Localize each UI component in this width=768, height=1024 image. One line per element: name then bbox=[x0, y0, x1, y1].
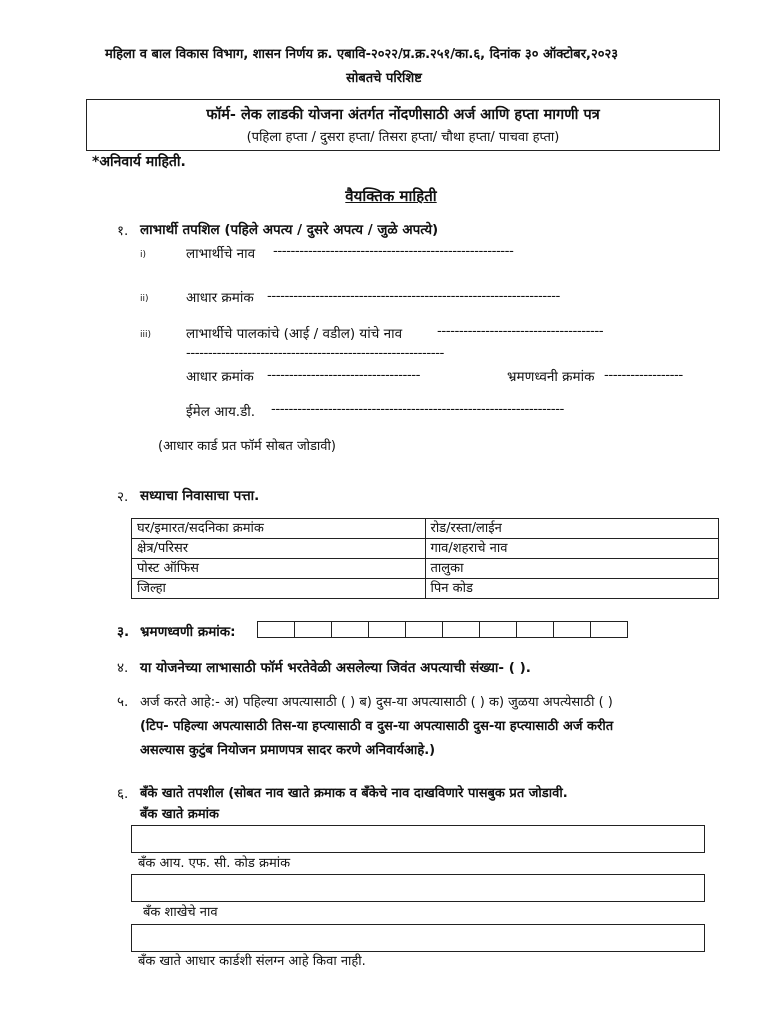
address-table bbox=[131, 518, 719, 599]
parent-aadhar-field[interactable]: ----------------------------------- bbox=[267, 367, 420, 383]
digit-box[interactable] bbox=[405, 621, 443, 638]
beneficiary-name-field[interactable]: ------------------------------------------------------- bbox=[273, 243, 514, 259]
aadhar-label: आधार क्रमांक bbox=[186, 290, 254, 306]
mobile-field[interactable]: ------------------ bbox=[604, 367, 683, 383]
post-office-cell[interactable]: पोस्ट ऑफिस bbox=[132, 559, 426, 579]
digit-box[interactable] bbox=[257, 621, 295, 638]
digit-box[interactable] bbox=[368, 621, 406, 638]
s2-title: सध्याचा निवासाचा पत्ता. bbox=[140, 488, 260, 504]
s6-number: ६. bbox=[117, 786, 129, 802]
digit-box[interactable] bbox=[553, 621, 591, 638]
s5-label: अर्ज करते आहे:- अ) पहिल्या अपत्यासाठी ( ) ब) दुस-या अपत्यासाठी ( ) क) जुळया अपत्येसाठी ( ) bbox=[140, 695, 613, 710]
account-number-label: बँक खाते क्रमांक bbox=[140, 807, 219, 822]
form-title-box bbox=[86, 99, 720, 151]
parent-aadhar-label: आधार क्रमांक bbox=[186, 369, 254, 385]
account-number-input[interactable] bbox=[131, 825, 705, 853]
branch-input[interactable] bbox=[131, 924, 705, 952]
s5-note-line-2: असल्यास कुटुंब नियोजन प्रमाणपत्र सादर करणे अनिवार्यआहे.) bbox=[140, 743, 436, 758]
road-cell[interactable]: रोड/रस्ता/लाईन bbox=[425, 519, 719, 539]
s2-number: २. bbox=[117, 489, 129, 505]
digit-box[interactable] bbox=[331, 621, 369, 638]
header-line-1: महिला व बाल विकास विभाग, शासन निर्णय क्र. एबावि-२०२२/प्र.क्र.२५१/का.६, दिनांक ३० ऑक्टोबर,२०२३ bbox=[105, 47, 618, 62]
digit-box[interactable] bbox=[590, 621, 628, 638]
digit-box[interactable] bbox=[516, 621, 554, 638]
aadhar-link-label: बँक खाते आधार कार्डशी संलग्न आहे किवा नाही. bbox=[138, 954, 366, 969]
ifsc-input[interactable] bbox=[131, 874, 705, 902]
s5-note-line-1: (टिप- पहिल्या अपत्यासाठी तिस-या हप्त्यासाठी व दुस-या अपत्यासाठी दुस-या हप्त्यासाठी अर्ज करीत bbox=[140, 719, 614, 734]
email-field[interactable]: ------------------------------------------------------------------- bbox=[271, 401, 564, 417]
s1-i-number: i) bbox=[140, 250, 147, 260]
parent-name-field-2[interactable]: ----------------------------------------------------------- bbox=[186, 345, 444, 361]
email-label: ईमेल आय.डी. bbox=[186, 404, 256, 420]
parent-name-field[interactable]: -------------------------------------- bbox=[437, 323, 604, 339]
s1-iii-number: iii) bbox=[140, 330, 152, 340]
area-cell[interactable]: क्षेत्र/परिसर bbox=[132, 539, 426, 559]
pin-code-cell[interactable]: पिन कोड bbox=[425, 579, 719, 599]
mobile-number-grid[interactable] bbox=[258, 621, 628, 638]
mobile-label: भ्रमणध्वनी क्रमांक bbox=[507, 369, 595, 385]
mandatory-note: *अनिवार्य माहिती. bbox=[92, 154, 186, 170]
s4-number: ४. bbox=[117, 660, 129, 676]
s1-ii-number: ii) bbox=[140, 294, 149, 304]
table-row bbox=[132, 559, 719, 579]
branch-label: बँक शाखेचे नाव bbox=[143, 905, 218, 920]
s1-title: लाभार्थी तपशिल (पहिले अपत्य / दुसरे अपत्य / जुळे अपत्ये) bbox=[140, 222, 439, 238]
taluka-cell[interactable]: तालुका bbox=[425, 559, 719, 579]
table-row bbox=[132, 579, 719, 599]
table-row bbox=[132, 519, 719, 539]
s3-label: भ्रमणध्वणी क्रमांक: bbox=[140, 624, 236, 640]
district-cell[interactable]: जिल्हा bbox=[132, 579, 426, 599]
section-heading: वैयक्तिक माहिती bbox=[345, 187, 437, 205]
s6-title: बँके खाते तपशील (सोबत नाव खाते क्रमाक व बँकेचे नाव दाखविणारे पासबुक प्रत जोडावी. bbox=[140, 786, 568, 801]
house-number-cell[interactable]: घर/इमारत/सदनिका क्रमांक bbox=[132, 519, 426, 539]
village-city-cell[interactable]: गाव/शहराचे नाव bbox=[425, 539, 719, 559]
digit-box[interactable] bbox=[442, 621, 480, 638]
s3-number: ३. bbox=[117, 624, 130, 640]
aadhar-field[interactable]: ------------------------------------------------------------------- bbox=[267, 288, 560, 304]
s5-number: ५. bbox=[117, 694, 129, 710]
s4-label: या योजनेच्या लाभासाठी फॉर्म भरतेवेळी असलेल्या जिवंत अपत्याची संख्या- ( ). bbox=[140, 660, 531, 676]
form-title: फॉर्म- लेक लाडकी योजना अंतर्गत नोंदणीसाठी अर्ज आणि हप्ता मागणी पत्र bbox=[206, 107, 600, 123]
table-row bbox=[132, 539, 719, 559]
aadhar-copy-note: (आधार कार्ड प्रत फॉर्म सोबत जोडावी) bbox=[158, 439, 336, 454]
digit-box[interactable] bbox=[479, 621, 517, 638]
parent-name-label: लाभार्थीचे पालकांचे (आई / वडील) यांचे नाव bbox=[186, 326, 403, 342]
ifsc-label: बँक आय. एफ. सी. कोड क्रमांक bbox=[138, 856, 291, 871]
s1-number: १. bbox=[117, 223, 129, 239]
beneficiary-name-label: लाभार्थीचे नाव bbox=[186, 246, 256, 262]
header-line-2: सोबतचे परिशिष्ट bbox=[346, 71, 422, 86]
form-subtitle: (पहिला हप्ता / दुसरा हप्ता/ तिसरा हप्ता/ चौथा हप्ता/ पाचवा हप्ता) bbox=[246, 130, 560, 145]
digit-box[interactable] bbox=[294, 621, 332, 638]
